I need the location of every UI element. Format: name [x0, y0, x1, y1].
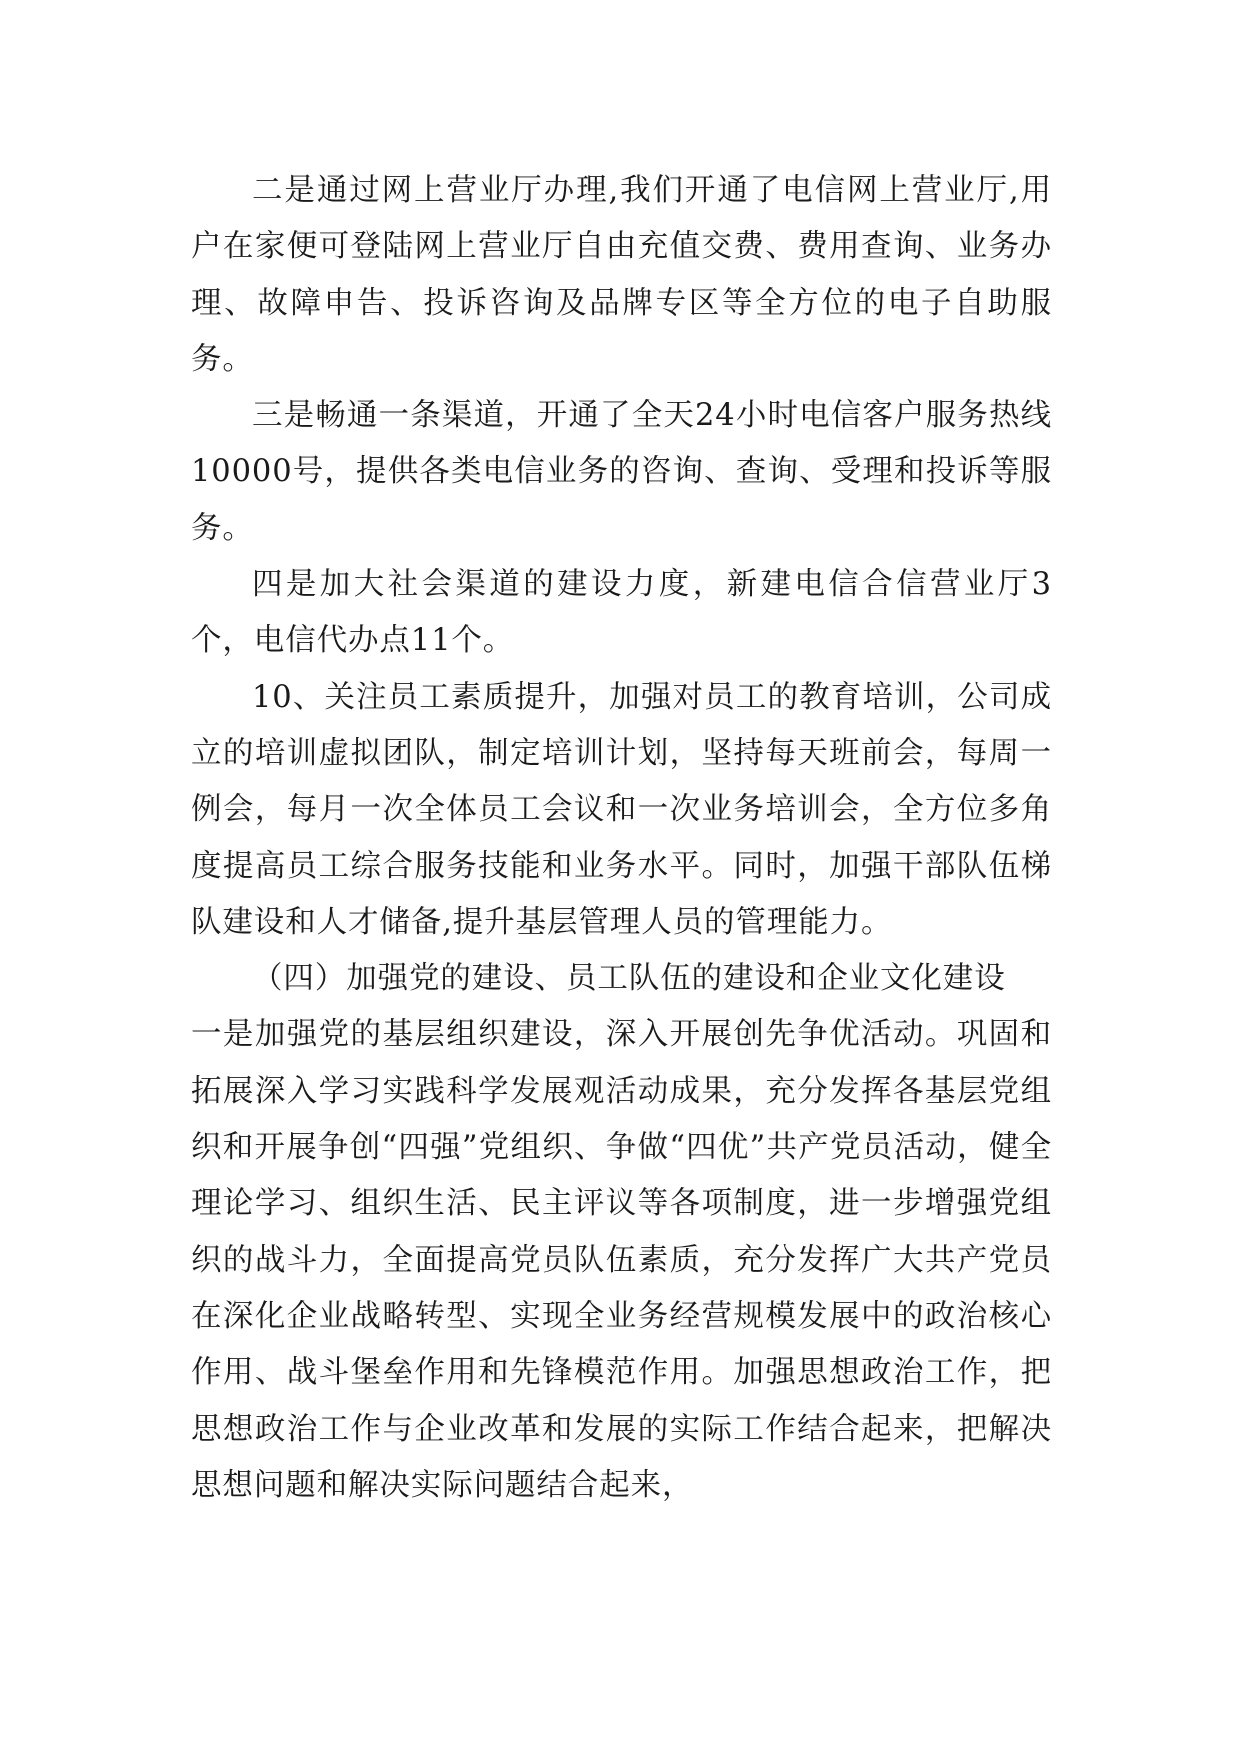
- paragraph-online-hall: 二是通过网上营业厅办理,我们开通了电信网上营业厅,用户在家便可登陆网上营业厅自由充值交费、费用查询、业务办理、故障申告、投诉咨询及品牌专区等全方位的电子自助服务。: [191, 173, 1052, 377]
- document-body: [191, 163, 1052, 1514]
- paragraph-hotline: 三是畅通一条渠道，开通了全天24小时电信客户服务热线10000号，提供各类电信业务的咨询、查询、受理和投诉等服务。: [191, 398, 1052, 546]
- paragraph-social-channels: 四是加大社会渠道的建设力度，新建电信合信营业厅3个，电信代办点11个。: [191, 567, 1052, 659]
- paragraph-party-organization: 一是加强党的基层组织建设，深入开展创先争优活动。巩固和拓展深入学习实践科学发展观活动成果，充分发挥各基层党组织和开展争创“四强”党组织、争做“四优”共产党员活动，健全理论学习、组织生活、民主评议等各项制度，进一步增强党组织的战斗力，全面提高党员队伍素质，充分发挥广大共产党员在深化企业战略转型、实现全业务经营规模发展中的政治核心作用、战斗堡垒作用和先锋模范作用。加强思想政治工作，把思想政治工作与企业改革和发展的实际工作结合起来，把解决思想问题和解决实际问题结合起来，: [191, 1017, 1052, 1503]
- paragraph-staff-training: 10、关注员工素质提升，加强对员工的教育培训，公司成立的培训虚拟团队，制定培训计划，坚持每天班前会，每周一例会，每月一次全体员工会议和一次业务培训会，全方位多角度提高员工综合服务技能和业务水平。同时，加强干部队伍梯队建设和人才储备,提升基层管理人员的管理能力。: [191, 679, 1052, 940]
- section-heading-party-building: （四）加强党的建设、员工队伍的建设和企业文化建设: [252, 961, 1006, 997]
